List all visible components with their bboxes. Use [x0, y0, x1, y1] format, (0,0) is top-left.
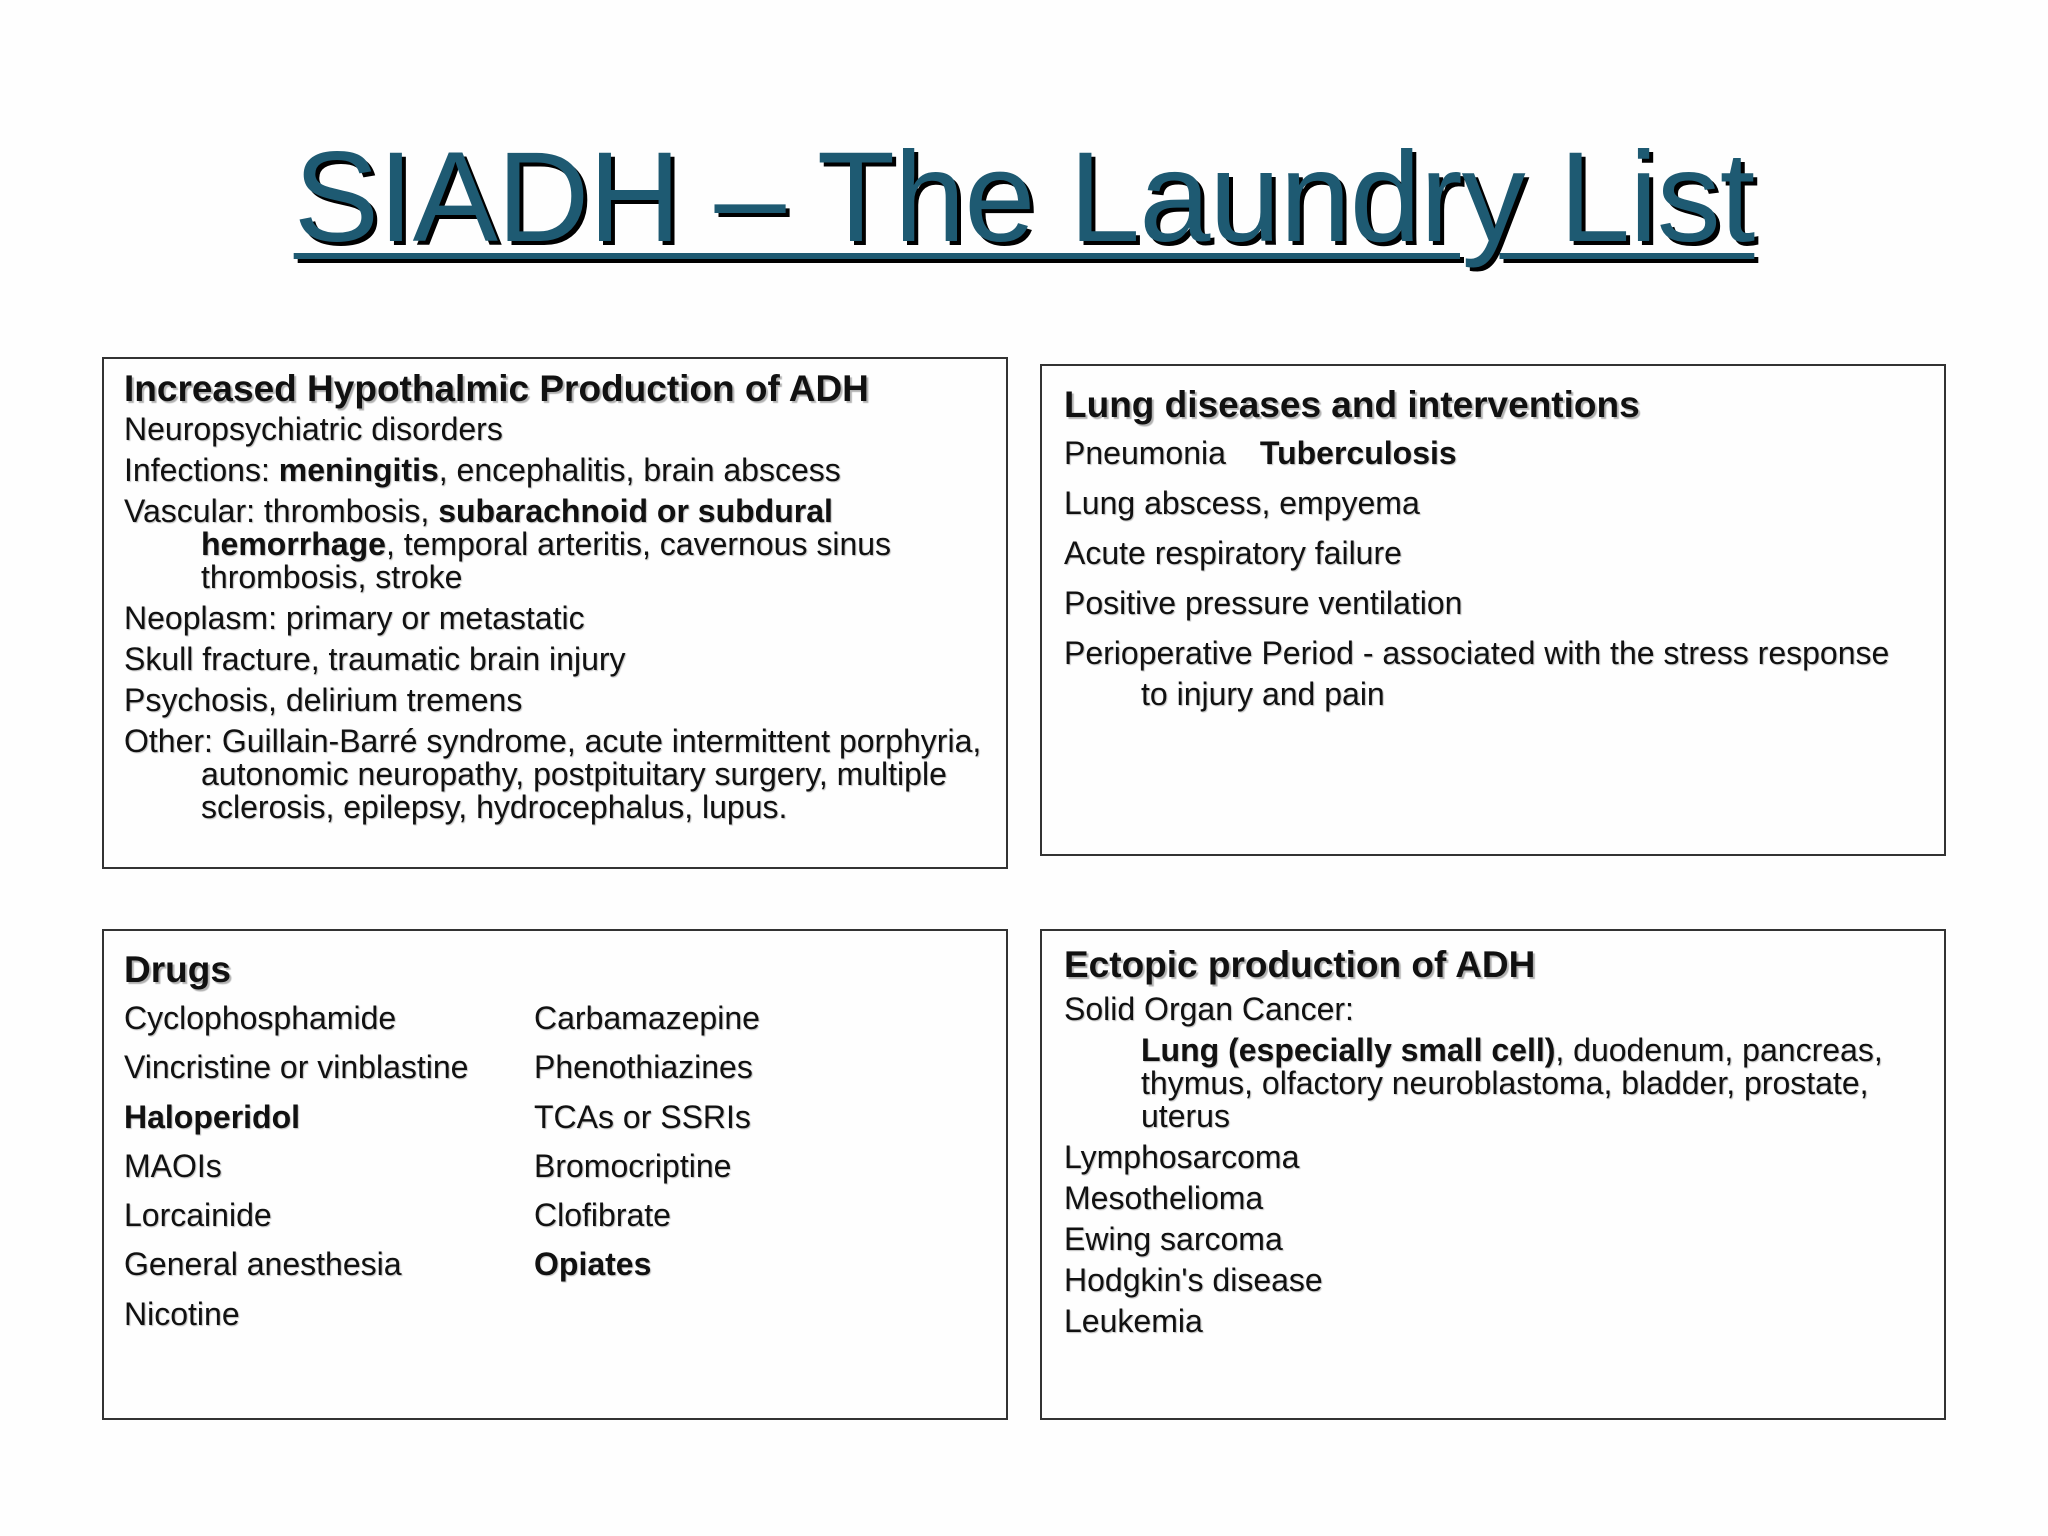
- list-item: Acute respiratory failure: [1064, 535, 1402, 571]
- list-item: [124, 454, 1006, 487]
- list-item: Neoplasm: primary or metastatic: [124, 600, 585, 636]
- drug-item: Clofibrate: [534, 1197, 671, 1234]
- list-item: Lymphosarcoma: [1064, 1139, 1300, 1175]
- item-text: Infections:: [124, 452, 279, 488]
- hypothalamic-heading: Increased Hypothalmic Production of ADH: [124, 368, 869, 409]
- drug-item: Opiates: [534, 1246, 652, 1283]
- ectopic-box: [1040, 929, 1946, 1420]
- list-item: Hodgkin's disease: [1064, 1262, 1323, 1298]
- drug-item: Cyclophosphamide: [124, 1000, 397, 1036]
- drug-item: Haloperidol: [124, 1098, 301, 1135]
- item-text: , duodenum, pancreas, thymus, olfactory neuroblastoma, bladder, prostate, uterus: [1141, 1032, 1883, 1134]
- slide-title: SIADH – The Laundry List: [293, 126, 1755, 269]
- item-text: , encephalitis, brain abscess: [438, 452, 841, 488]
- item-bold-text: meningitis: [278, 452, 439, 488]
- item-bold-text: Lung (especially small cell): [1141, 1032, 1556, 1068]
- list-item: Leukemia: [1064, 1303, 1203, 1339]
- list-item: Lung abscess, empyema: [1064, 485, 1420, 521]
- list-subitem: [1064, 1034, 1944, 1133]
- list-item: [1064, 433, 1944, 474]
- lung-heading: Lung diseases and interventions: [1064, 384, 1640, 425]
- item-bold-text: subarachnoid or subdural hemorrhage: [201, 493, 833, 562]
- item-bold-text: Tuberculosis: [1259, 435, 1457, 471]
- item-text: Pneumonia: [1064, 435, 1226, 471]
- drug-item: Nicotine: [124, 1295, 240, 1332]
- list-item: [124, 495, 1006, 594]
- item-text: Vascular: thrombosis,: [124, 493, 439, 529]
- ectopic-heading: Ectopic production of ADH: [1064, 944, 1536, 985]
- item-text: , temporal arteritis, cavernous sinus thrombosis, stroke: [201, 526, 892, 595]
- list-item: Psychosis, delirium tremens: [124, 682, 523, 718]
- drug-item: TCAs or SSRIs: [534, 1098, 751, 1135]
- hypothalamic-box: [102, 357, 1008, 869]
- drugs-left-column: [124, 998, 468, 1343]
- drug-item: Bromocriptine: [534, 1147, 732, 1184]
- drug-item: General anesthesia: [124, 1246, 402, 1283]
- drugs-heading: Drugs: [124, 949, 231, 990]
- list-item: Other: Guillain-Barré syndrome, acute intermittent porphyria, autonomic neuropathy, postpituitary surgery, multiple sclerosis, epilepsy, hydrocephalus, lupus.: [124, 723, 982, 825]
- drugs-right-column: [534, 998, 760, 1294]
- drug-item: Vincristine or vinblastine: [124, 1049, 469, 1086]
- list-item: Solid Organ Cancer:: [1064, 991, 1354, 1027]
- list-item: Positive pressure ventilation: [1064, 585, 1463, 621]
- list-item: Ewing sarcoma: [1064, 1221, 1283, 1257]
- drug-item: Carbamazepine: [534, 1000, 760, 1036]
- list-item: Perioperative Period - associated with the stress response to injury and pain: [1064, 635, 1890, 712]
- list-item: Skull fracture, traumatic brain injury: [124, 641, 626, 677]
- drug-item: Lorcainide: [124, 1197, 272, 1234]
- lung-box: [1040, 364, 1946, 856]
- drug-item: Phenothiazines: [534, 1049, 753, 1086]
- drugs-box: [102, 929, 1008, 1420]
- list-item: Neuropsychiatric disorders: [124, 411, 503, 447]
- list-item: Mesothelioma: [1064, 1180, 1264, 1216]
- drug-item: MAOIs: [124, 1147, 222, 1184]
